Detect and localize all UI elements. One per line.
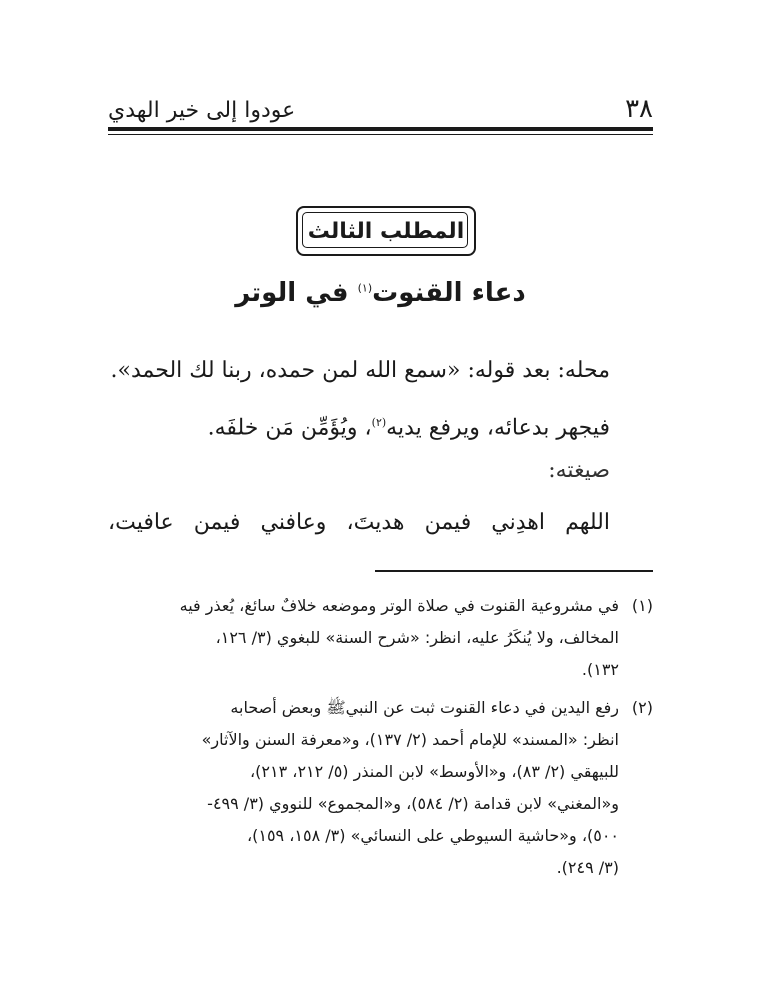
book-title: عودوا إلى خير الهدي (108, 98, 296, 123)
header-rule-thin (108, 134, 653, 135)
body-line-2 (108, 408, 610, 443)
footnote-separator (375, 570, 653, 572)
section-label: المطلب الثالث (307, 218, 465, 244)
footnote-1-number: (١) (631, 596, 653, 615)
footnote-2-line-5: ٥٠٠)، و«حاشية السيوطي على النسائي» (٣/ ١٥٨، ١٥٩)، (246, 826, 619, 845)
footnote-2-line-1: رفع اليدين في دعاء القنوت ثبت عن النبيﷺ وبعض أصحابه (230, 698, 619, 717)
footnote-2-line-3: للبيهقي (٢/ ٨٣)، و«الأوسط» لابن المنذر (٥/ ٢١٢، ٢١٣)، (250, 762, 619, 781)
footnote-2-line-4: و«المغني» لابن قدامة (٢/ ٥٨٤)، و«المجموع» للنووي (٣/ ٤٩٩- (207, 794, 619, 813)
body-line-1 (108, 356, 610, 386)
footnote-1-line-3: ١٣٢). (581, 660, 619, 679)
footnote-2-number: (٢) (631, 698, 653, 717)
section-title-footnote-ref: (١) (357, 281, 373, 295)
footnote-1-line-2: المخالف، ولا يُنكَرُ عليه، انظر: «شرح السنة» للبغوي (٣/ ١٢٦، (215, 628, 619, 647)
running-header (108, 82, 653, 122)
footnote-2-line-2: انظر: «المسند» للإمام أحمد (٢/ ١٣٧)، و«معرفة السنن والآثار» (201, 730, 619, 749)
section-title-text: دعاء القنوت (372, 278, 526, 308)
placement-label: محله: (557, 358, 610, 383)
footnote-2-line-6: (٣/ ٢٤٩). (556, 858, 619, 877)
body-line-2-b: ، ويُؤَمِّن مَن خلفَه. (207, 415, 372, 441)
body-line-2-a: فيجهر بدعائه، ويرفع يديه (386, 415, 610, 441)
section-title (108, 278, 653, 308)
placement-text: بعد قوله: «سمع الله لمن حمده، ربنا لك الحمد». (110, 358, 551, 383)
footnote-1-line-1: في مشروعية القنوت في صلاة الوتر وموضعه خلافٌ سائغ، يُعذر فيه (179, 596, 619, 615)
form-label: صيغته: (548, 458, 610, 483)
body-footnote-ref-2: (٢) (371, 416, 387, 429)
page-number: ٣٨ (625, 94, 653, 124)
section-label-box (296, 206, 476, 256)
section-title-end: في الوتر (235, 278, 349, 308)
dua-line: اللهم اهدِني فيمن هديتَ، وعافني فيمن عافيت، (108, 510, 610, 535)
header-rule (108, 127, 653, 131)
